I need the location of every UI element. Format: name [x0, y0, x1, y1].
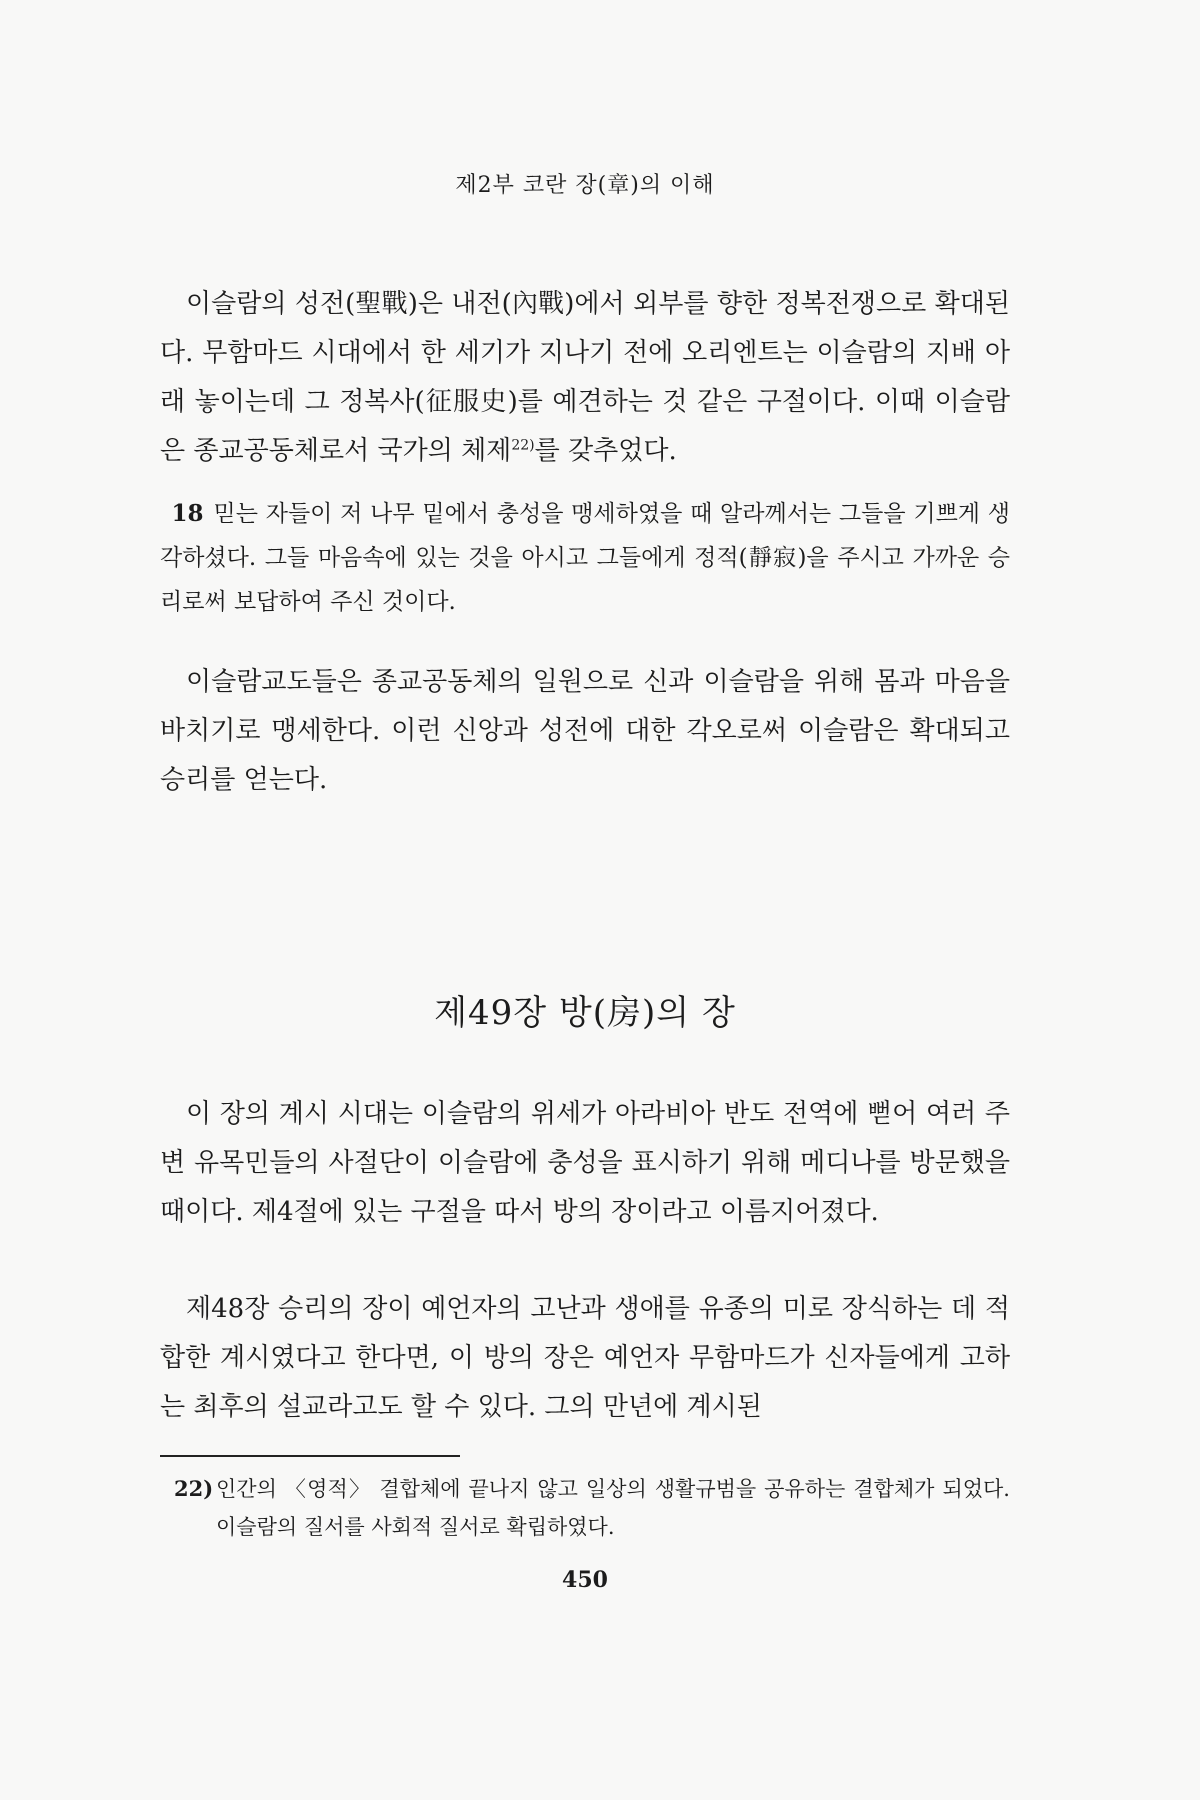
paragraph-3 [160, 1090, 1010, 1237]
footnote-marker: 22) [174, 1476, 214, 1501]
paragraph-1 [160, 280, 1010, 476]
paragraph-1-text: 이슬람의 성전(聖戰)은 내전(內戰)에서 외부를 향한 정복전쟁으로 확대된다. 무함마드 시대에서 한 세기가 지나기 전에 오리엔트는 이슬람의 지배 아래 놓이는데 그 정복사(征服史)를 예견하는 것 같은 구절이다. 이때 이슬람은 종교공동체로서 국가의 체제 [160, 289, 1010, 466]
paragraph-2 [160, 658, 1010, 805]
chapter-title: 제49장 방(房)의 장 [434, 993, 736, 1033]
page-number: 450 [562, 1567, 608, 1593]
footnote [160, 1470, 1010, 1546]
footnote-reference: 22) [511, 437, 535, 454]
footnote-text: 인간의 〈영적〉 결합체에 끝나지 않고 일상의 생활규범을 공유하는 결합체가 되었다. 이슬람의 질서를 사회적 질서로 확립하였다. [216, 1477, 1010, 1539]
paragraph-4-text: 제48장 승리의 장이 예언자의 고난과 생애를 유종의 미로 장식하는 데 적합한 계시였다고 한다면, 이 방의 장은 예언자 무함마드가 신자들에게 고하는 최후의 설교라고도 할 수 있다. 그의 만년에 계시된 [160, 1294, 1010, 1422]
footnote-divider [160, 1455, 460, 1457]
paragraph-1-text-end: 를 갖추었다. [534, 436, 677, 466]
paragraph-2-text: 이슬람교도들은 종교공동체의 일원으로 신과 이슬람을 위해 몸과 마음을 바치기로 맹세한다. 이런 신앙과 성전에 대한 각오로써 이슬람은 확대되고 승리를 얻는다. [160, 667, 1010, 795]
running-header: 제2부 코란 장(章)의 이해 [455, 173, 715, 198]
verse-text: 믿는 자들이 저 나무 밑에서 충성을 맹세하였을 때 알라께서는 그들을 기쁘게 생각하셨다. 그들 마음속에 있는 것을 아시고 그들에게 정적(靜寂)을 주시고 가까운 승리로써 보답하여 주신 것이다. [160, 501, 1010, 615]
verse-number: 18 [171, 500, 204, 527]
paragraph-4 [160, 1285, 1010, 1432]
paragraph-3-text: 이 장의 계시 시대는 이슬람의 위세가 아라비아 반도 전역에 뻗어 여러 주변 유목민들의 사절단이 이슬람에 충성을 표시하기 위해 메디나를 방문했을 때이다. 제4절에 있는 구절을 따서 방의 장이라고 이름지어졌다. [160, 1099, 1010, 1227]
quran-verse [160, 492, 1010, 624]
